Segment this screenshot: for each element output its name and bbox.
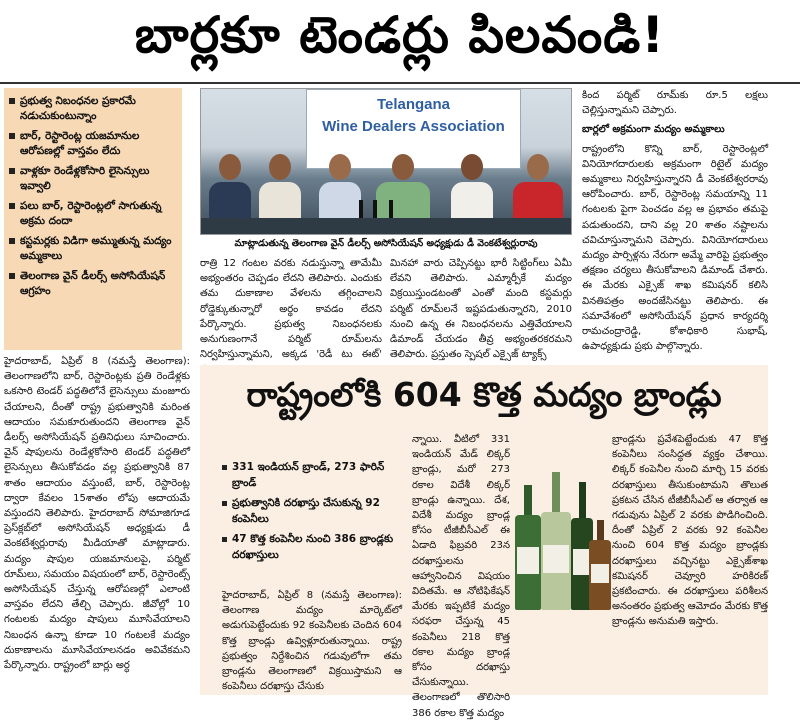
article-column xyxy=(4,354,190,695)
highlight-item: పలు బార్, రెస్టారెంట్లలో సాగుతున్న అక్రమ దందా xyxy=(8,199,178,229)
highlight-item: ప్రభుత్వ నిబంధనల ప్రకారమే నడుచుకుంటున్నాం xyxy=(8,94,178,124)
article-column xyxy=(582,88,768,360)
article-column xyxy=(412,432,510,719)
bottle-icon xyxy=(515,485,541,610)
article-column xyxy=(612,432,768,695)
article-subheading: బార్లలో అక్రమంగా మద్యం అమ్మకాలు xyxy=(582,124,725,136)
highlights-box xyxy=(4,88,182,350)
highlight-item: తెలంగాణ వైన్ డీలర్స్ అసోసియేషన్ ఆగ్రహం xyxy=(8,269,178,299)
highlight-item: వాళ్లకూ రెండేళ్లకోసారి లైసెన్సులు ఇవ్వాలి xyxy=(8,164,178,194)
bottle-icon xyxy=(589,520,611,610)
article-column xyxy=(222,588,402,695)
liquor-bottles-image xyxy=(511,470,613,610)
person-figure xyxy=(513,154,563,228)
article-column xyxy=(200,256,382,360)
person-figure xyxy=(451,154,493,228)
article-text: రాత్రి 12 గంటల వరకు నడుస్తున్నా తామేమీ అభ్యంతరం చెప్పడం లేదని తెలిపారు. ఎందుకు తమ దుకాణాల వేళలను తగ్గించాలని రోడ్డెక్కుతున్నారో అర్థం కావడం లేదని పేర్కొన్నారు. ప్రభుత్వ నిబంధనలకు అనుగుణంగానే పర్మిట్ రూమ్‌లను నిర్వహిస్తున్నామని, అక్కడ 'రెడీ టు ఈట్' xyxy=(200,258,382,361)
brands-headline: రాష్ట్రంలోకి 604 కొత్త మద్యం బ్రాండ్లు xyxy=(246,374,722,414)
brands-highlight-item: 331 ఇండియన్ బ్రాండ్, 273 ఫారిన్ బ్రాండ్ xyxy=(222,460,402,491)
headline: బార్లకూ టెండర్లు పిలవండి! xyxy=(0,0,800,84)
highlights-list xyxy=(8,94,178,299)
article-text: రాష్ట్రంలోని కొన్ని బార్, రెస్టారెంట్లలో వినియోగదారులకు అక్రమంగా రిటైల్ మద్యం అమ్మకాలు నిర్వహిస్తున్నారని డీ వెంకటేశ్వరరావు ఆరోపించారు. బార్, రెస్టారెంట్ల సమయాన్ని 11 గంటలకు పైగా పెంచడం వల్ల ఆ ప్రభావం తమపై పడుతుందని, దాని వల్ల 20 శాతం నష్టాలను చవిచూస్తున్నామని చెప్పారు. వినియోగదారులు మద్యం పార్సిళ్లను నేరుగా అమ్మే వారిపై ప్రభుత్వం తక్షణం చర్యలు తీసుకోవాలని డిమాండ్ చేశారు. ఈ మేరకు ఎక్సైజ్ శాఖ కమిషనర్ కలిసి వినతిపత్రం అందజేసినట్టు తెలిపారు. ఈ సమావేశంలో అసోసియేషన్ ప్రధాన కార్యదర్శి రామచంద్రారెడ్డి, కోశాధికారి సుభాష్, ఉపాధ్యక్షుడు ప్రభు పాల్గొన్నారు. xyxy=(582,143,768,353)
banner-text: Telangana Wine Dealers Association xyxy=(322,96,505,135)
article-text: మినహా వారు చెప్పినట్టు భారీ సిట్టింగ్‌లు ఏమీ లేవని తెలిపారు. ఎమ్మార్పీకే మద్యం విక్రయిస్తుండటంతో ఎంతో మంది కస్టమర్లు పర్మిట్ రూమ్‌లనే ఇష్టపడుతున్నారని, 2010 నుంచి ఉన్న ఈ నిబంధనలను ఎత్తివేయాలని డిమాండ్ చేయడం తీవ్ర అభ్యంతరకరమని తెలిపారు. ప్రస్తుతం స్పెషల్ ఎక్సైజ్ ట్యాక్స్ xyxy=(390,258,572,361)
brands-highlight-item: ప్రభుత్వానికి దరఖాస్తు చేసుకున్న 92 కంపెనీలు xyxy=(222,496,402,527)
person-figure xyxy=(376,154,430,228)
highlight-item: బార్, రెస్టారెంట్ల యజమానుల ఆరోపణల్లో వాస్తవం లేదు xyxy=(8,129,178,159)
article-text: బ్రాండ్లను ప్రవేశపెట్టేందుకు 47 కొత్త కంపెనీలు సంసిద్ధత వ్యక్తం చేశాయి. లిక్కర్ కంపెనీల నుంచి మార్చి 15 వరకు దరఖాస్తులు తీసుకుంటామని తొలుత ప్రకటన చేసిన టీజీబీసీఎల్ ఆ తర్వాత ఆ గడువును ఏప్రిల్ 2 వరకు పొడిగించింది. దీంతో ఏప్రిల్ 2 వరకు 92 కంపెనీల నుంచి 604 కొత్త మద్యం బ్రాండ్లకు దరఖాస్తులు వచ్చినట్టు ఎక్సైజ్‌శాఖ కమిషనర్ చెవ్వూరి హరికిరణ్ ప్రకటించారు. ఈ దరఖాస్తులు పరిశీలన అనంతరం ప్రభుత్వ ఆమోదం మేరకు కొత్త బ్రాండ్లను అనుమతి ఇస్తారు. xyxy=(612,434,768,628)
person-figure xyxy=(319,154,361,228)
person-figure xyxy=(259,154,301,228)
press-table xyxy=(201,218,571,234)
article-column xyxy=(390,256,572,360)
article-text: న్నాయి. వీటిలో 331 ఇండియన్ మేడ్ లిక్కర్ బ్రాండ్లు, మరో 273 రకాల విదేశీ లిక్కర్ బ్రాండ్లు ఉన్నాయి. దేశ, విదేశీ మద్యం బ్రాండ్ల కోసం టీజీబీసీఎల్ ఈ ఏడాది ఫిబ్రవరి 23న దరఖాస్తులను ఆహ్వానించిన విషయం విదితమే. ఆ నోటిఫికేషన్ మేరకు ఇప్పటికే మద్యం సరఫరా చేస్తున్న 45 కంపెనీలు 218 కొత్త రకాల మద్యం బ్రాండ్ల కోసం దరఖాస్తు చేసుకున్నాయి. తెలంగాణలో తొలిసారి 386 రకాల కొత్త మద్యం xyxy=(412,434,510,719)
bottle-icon xyxy=(541,472,571,610)
highlight-item: కస్టమర్లకు విడిగా అమ్ముతున్న మద్యం అమ్మకాలు xyxy=(8,234,178,264)
brands-highlights xyxy=(222,460,402,584)
article-text: హైదరాబాద్, ఏప్రిల్ 8 (నమస్తే తెలంగాణ): తెలంగాణలోని బార్, రెస్టారెంట్లకు ప్రతి రెండేళ్లకు ఒకసారి టెండర్ పద్ధతిలోనే లైసెన్సులు మంజూరు చేయాలని, దీంతో రాష్ట్ర ప్రభుత్వానికి మరింత ఆదాయం సమకూరుతుందని తెలంగాణ వైన్ డీలర్స్ అసోసియేషన్ ప్రతినిధులు సూచించారు. వైన్ షాపులను రెండేళ్లకోసారి టెండర్ పద్ధతిలో లైసెన్సులు తీసుకోవడం వల్ల ప్రభుత్వానికి 87 శాతం ఆదాయం వస్తుంటే, బార్, రెస్టారెంట్ల ద్వారా కేవలం 15శాతం లోపు ఆదాయమే వస్తుందని తెలిపారు. హైదరాబాద్ సోమాజిగూడ ప్రెస్‌క్లబ్‌లో అసోసియేషన్ అధ్యక్షుడు డీ వెంకటేశ్వర్లురావు మీడియాతో మాట్లాడారు. మద్యం షాపుల యజమానులపై, పర్మిట్ రూమ్‌లు, సమయం విషయంలో బార్, రెస్టారెంట్స్ అసోసియేషన్ చేస్తున్న ఆరోపణల్లో ఎలాంటి వాస్తవం లేదని తేల్చి చెప్పారు. జీవోల్లో 10 గంటలకు మద్యం షాపులు మూసివేయాలని నిబంధన ఉన్నా కూడా 10 గంటలకే మద్యం దుకాణాలను మూసివేయాలనడం అవివేకమని పేర్కొన్నారు. రాష్ట్రంలో బార్లు అర్ధ xyxy=(4,356,190,672)
person-figure xyxy=(209,154,251,228)
press-meet-photo xyxy=(200,88,572,235)
article-text: కింద పర్మిట్ రూమ్‌కు రూ.5 లక్షలు చెల్లిస్తున్నామని చెప్పారు. xyxy=(582,90,768,117)
brands-highlight-item: 47 కొత్త కంపెనీల నుంచి 386 బ్రాండ్లకు దరఖాస్తులు xyxy=(222,532,402,563)
article-text: హైదరాబాద్, ఏప్రిల్ 8 (నమస్తే తెలంగాణ): తెలంగాణ మద్యం మార్కెట్‌లో అడుగుపెట్టేందుకు 92 కంపెనీలకు చెందిన 604 కొత్త బ్రాండ్లు ఉవ్విళ్లూరుతున్నాయి. రాష్ట్ర ప్రభుత్వం నిర్దేశించిన గడువులోగా తమ బ్రాండ్లను తెలంగాణలో విక్రయిస్తామని ఆ కంపెనీలు దరఖాస్తు చేసుకు xyxy=(222,590,402,693)
photo-caption: మాట్లాడుతున్న తెలంగాణ వైన్ డీలర్స్ అసోసియేషన్ అధ్యక్షుడు డీ వెంకటేశ్వర్లురావు xyxy=(234,238,538,249)
